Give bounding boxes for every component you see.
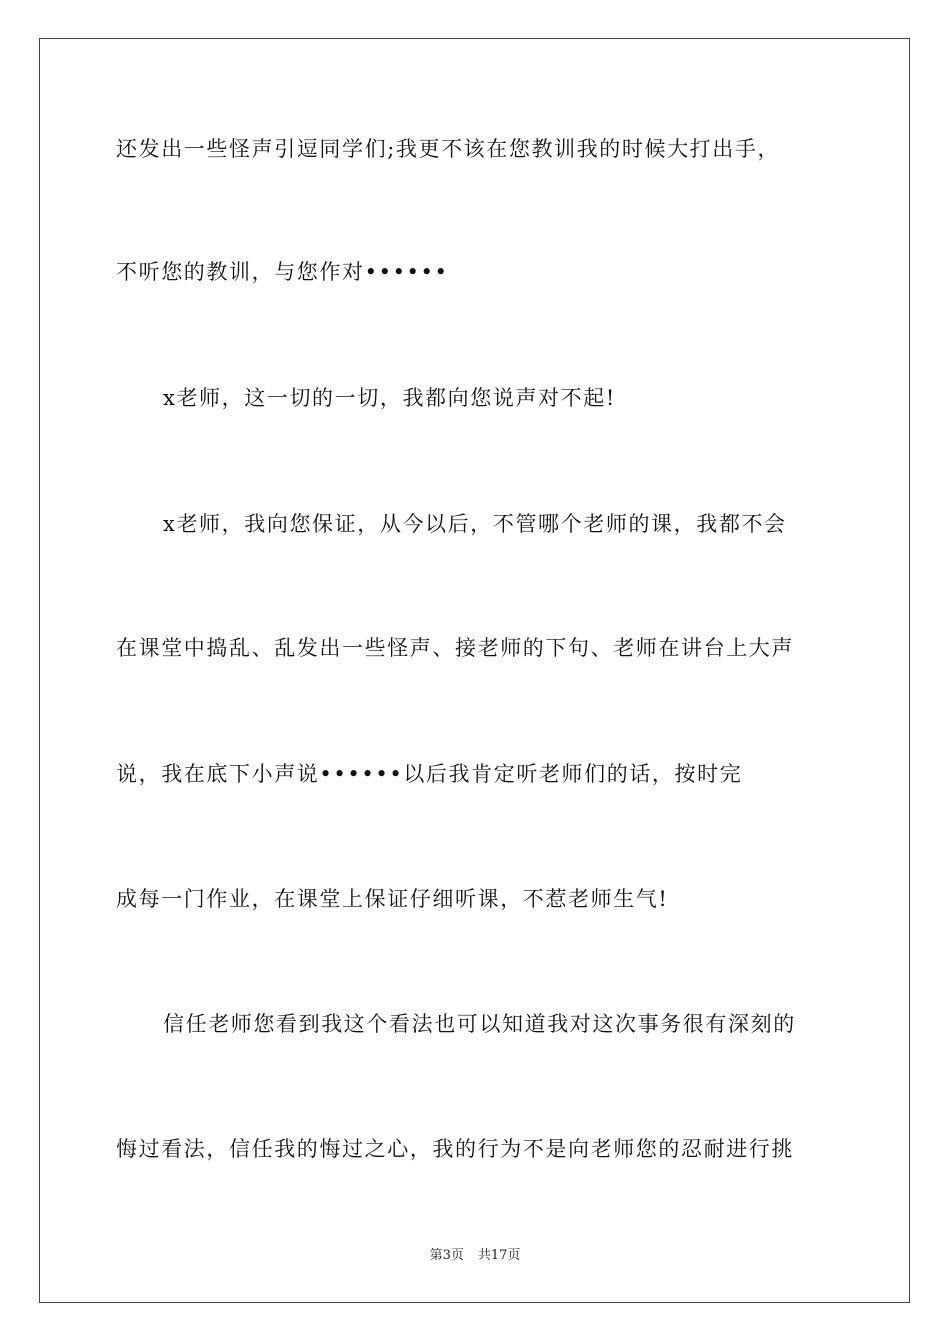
page-footer [0,1247,950,1265]
body-text-line: x老师，这一切的一切，我都向您说声对不起! [163,386,616,410]
body-text-line: 不听您的教训，与您作对•••••• [116,260,449,284]
body-text-line: 在课堂中捣乱、乱发出一些怪声、接老师的下句、老师在讲台上大声 [116,636,794,660]
body-text-line: 悔过看法，信任我的悔过之心，我的行为不是向老师您的忍耐进行挑 [116,1137,794,1161]
body-text-line: 信任老师您看到我这个看法也可以知道我对这次事务很有深刻的 [163,1012,796,1036]
body-text-line: 说，我在底下小声说••••••以后我肯定听老师们的话，按时完 [116,762,743,786]
body-text-line: x老师，我向您保证，从今以后，不管哪个老师的课，我都不会 [163,512,787,536]
page-total: 共17页 [477,1248,521,1263]
page-number: 第3页 [429,1248,464,1263]
body-text-line: 成每一门作业，在课堂上保证仔细听课，不惹老师生气! [116,887,669,911]
body-text-line: 还发出一些怪声引逗同学们;我更不该在您教训我的时候大打出手， [116,137,781,161]
page-border [39,38,910,1303]
